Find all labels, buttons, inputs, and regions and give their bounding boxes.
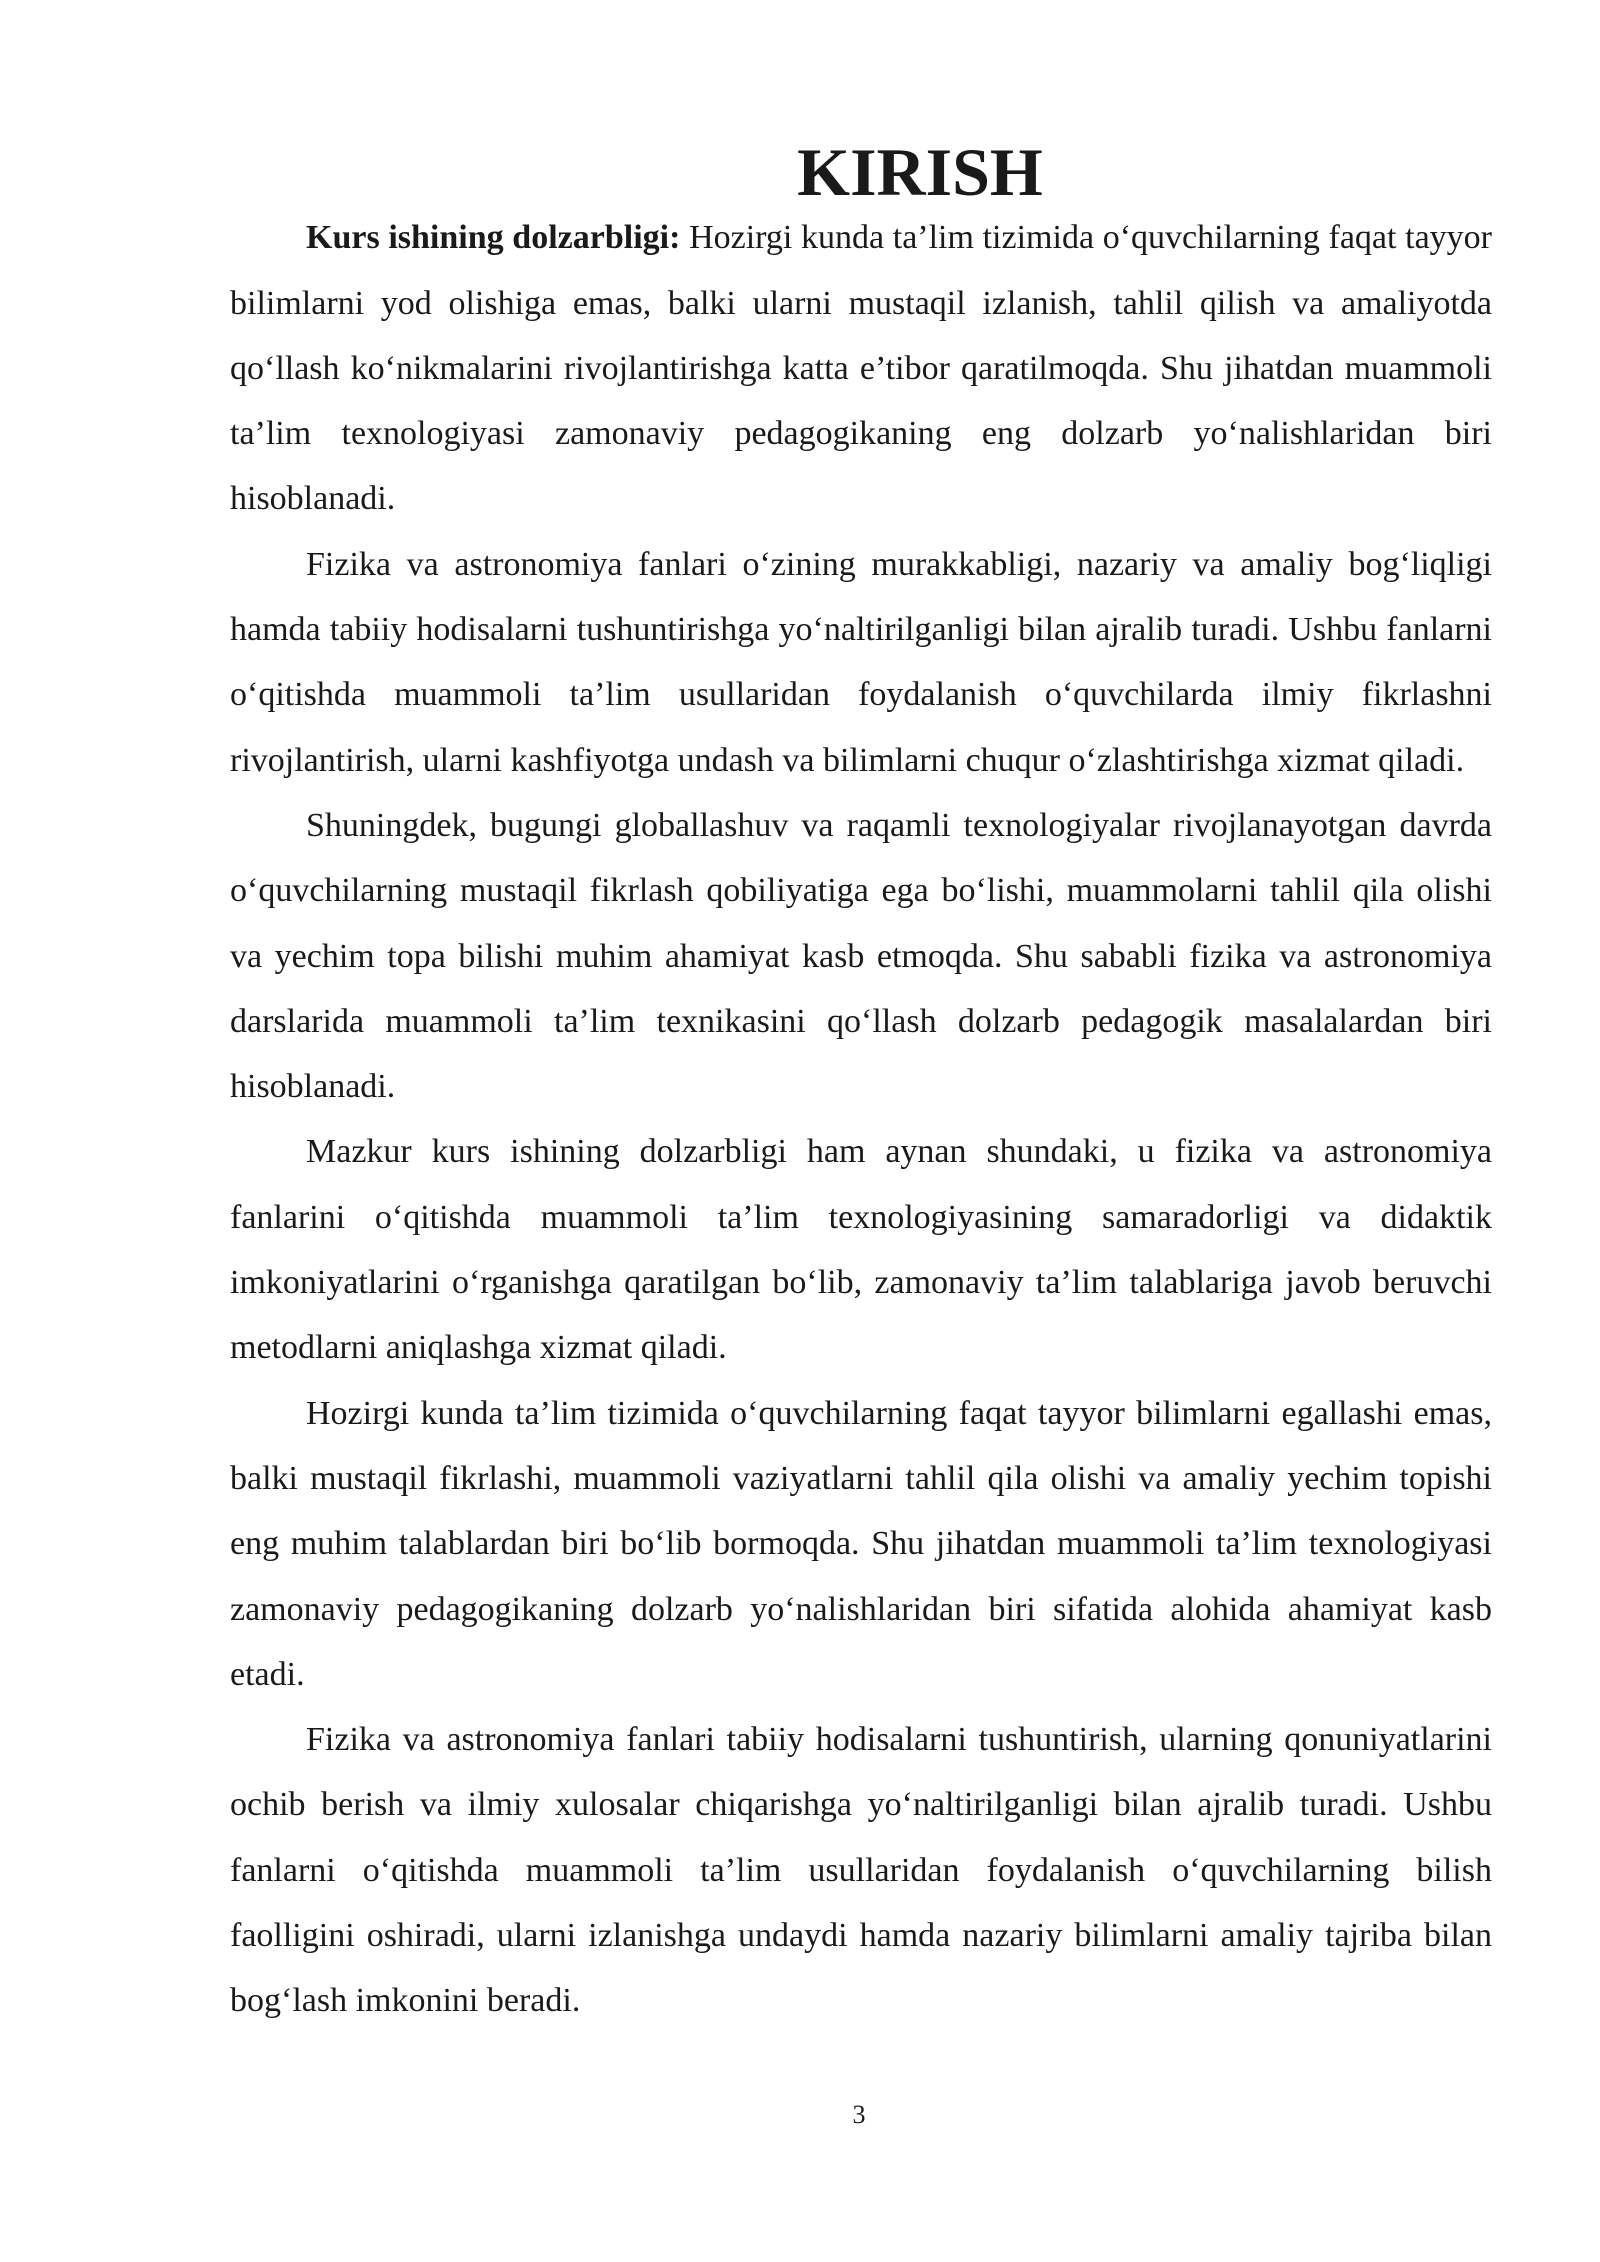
paragraph-text: Hozirgi kunda ta’lim tizimida o‘quvchilarning faqat tayyor bilimlarni yod olishiga emas, balki ularni mustaqil izlanish, tahlil qilish va amaliyotda qo‘llash ko‘nikmalarini rivojlantirishga katta e’tibor qaratilmoqda. Shu jihatdan muammoli ta’lim texnologiyasi zamonaviy pedagogikaning eng dolzarb yo‘nalishlaridan biri hisoblanadi. bbox=[230, 219, 1492, 518]
paragraph-5: Hozirgi kunda ta’lim tizimida o‘quvchilarning faqat tayyor bilimlarni egallashi emas, balki mustaqil fikrlashi, muammoli vaziyatlarni tahlil qila olishi va amaliy yechim topishi eng muhim talablardan biri bo‘lib bormoqda. Shu jihatdan muammoli ta’lim texnologiyasi zamonaviy pedagogikaning dolzarb yo‘nalishlaridan biri sifatida alohida ahamiyat kasb etadi. bbox=[230, 1394, 1492, 1693]
paragraph-6: Fizika va astronomiya fanlari tabiiy hodisalarni tushuntirish, ularning qonuniyatlarini ochib berish va ilmiy xulosalar chiqarishga yo‘naltirilganligi bilan ajralib turadi. Ushbu fanlarni o‘qitishda muammoli ta’lim usullaridan foydalanish o‘quvchilarning bilish faolligini oshiradi, ularni izlanishga undaydi hamda nazariy bilimlarni amaliy tajriba bilan bog‘lash imkonini beradi. bbox=[230, 1721, 1492, 2020]
section-title: KIRISH bbox=[797, 134, 1043, 210]
paragraph-3: Shuningdek, bugungi globallashuv va raqamli texnologiyalar rivojlanayotgan davrda o‘quvchilarning mustaqil fikrlash qobiliyatiga ega bo‘lishi, muammolarni tahlil qila olishi va yechim topa bilishi muhim ahamiyat kasb etmoqda. Shu sababli fizika va astronomiya darslarida muammoli ta’lim texnikasini qo‘llash dolzarb pedagogik masalalardan biri hisoblanadi. bbox=[230, 806, 1492, 1106]
document-body bbox=[230, 134, 1492, 2034]
paragraph-lead: Kurs ishining dolzarbligi: bbox=[306, 219, 681, 257]
paragraph-4: Mazkur kurs ishining dolzarbligi ham aynan shundaki, u fizika va astronomiya fanlarini o‘qitishda muammoli ta’lim texnologiyasining samaradorligi va didaktik imkoniyatlarini o‘rganishga qaratilgan bo‘lib, zamonaviy ta’lim talablariga javob beruvchi metodlarni aniqlashga xizmat qiladi. bbox=[230, 1133, 1492, 1367]
page-number: 3 bbox=[852, 2100, 866, 2129]
paragraph-1 bbox=[230, 205, 1492, 531]
paragraph-2: Fizika va astronomiya fanlari o‘zining murakkabligi, nazariy va amaliy bog‘liqligi hamda tabiiy hodisalarni tushuntirishga yo‘naltirilganligi bilan ajralib turadi. Ushbu fanlarni o‘qitishda muammoli ta’lim usullaridan foydalanish o‘quvchilarda ilmiy fikrlashni rivojlantirish, ularni kashfiyotga undash va bilimlarni chuqur o‘zlashtirishga xizmat qiladi. bbox=[230, 545, 1492, 779]
